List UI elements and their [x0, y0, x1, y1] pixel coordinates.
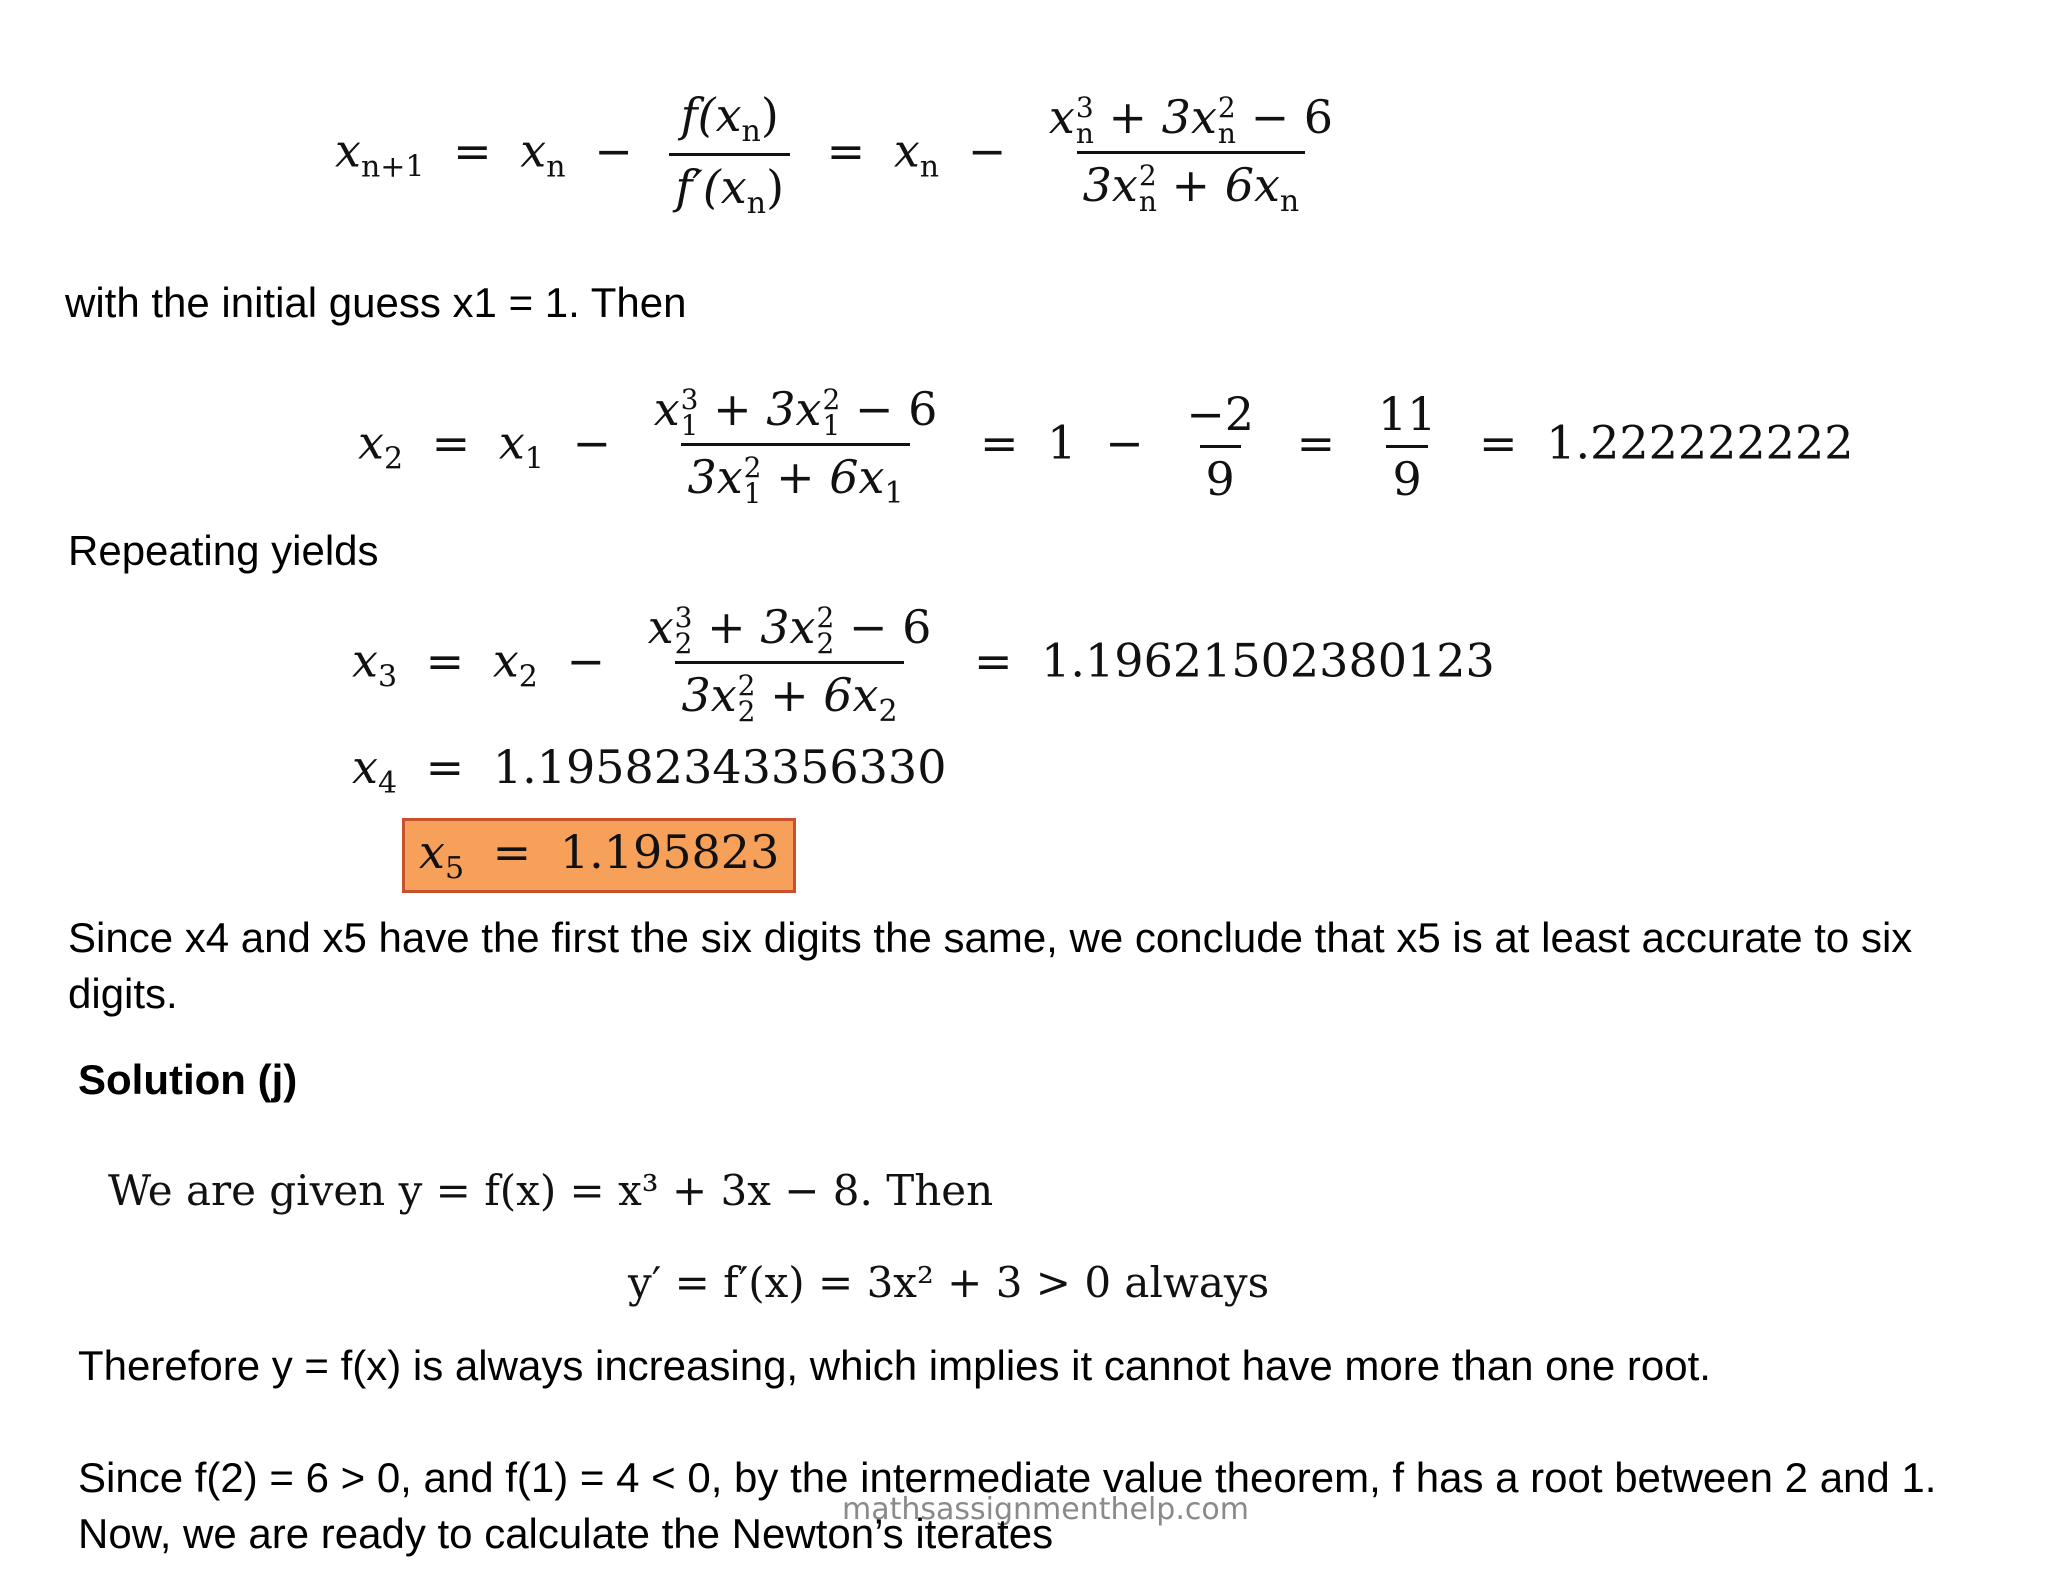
- x2-equation: $x_2 = x_1$ − x 3 1 + 3x 2 1 − 6 3x 2 1 + $6x_1$ = 1 − $\frac{-2}{9}$ = $\frac{11}{9}$ = 1.222222222: [358, 382, 1854, 511]
- ivt-line-2: Now, we are ready to calculate the Newton’s iterates: [78, 1510, 1054, 1557]
- derivative-line: y′ = f′(x) = 3x² + 3 > 0 always: [628, 1258, 1270, 1307]
- since-line-2: digits.: [68, 970, 178, 1017]
- x4-equation: $x_4 = 1.19582343356330$: [352, 740, 947, 801]
- x3-value: 1.19621502380123: [1041, 633, 1495, 688]
- since-line-1: Since x4 and x5 have the first the six digits the same, we conclude that x5 is at least accurate to six: [68, 914, 1913, 961]
- poly-denominator: 3x 2 n + $6x_n$: [1077, 151, 1306, 219]
- x3-fraction: x 3 2 + 3x 2 2 − 6 3x 2 2 + $6x_2$: [647, 600, 932, 729]
- sub-n: n: [919, 149, 940, 185]
- x5-highlight-box: $x_5 = 1.195823$: [402, 818, 796, 893]
- repeating-text: Repeating yields: [68, 527, 379, 574]
- sub-n: n: [546, 149, 566, 185]
- watermark: mathsassignmenthelp.com: [842, 1492, 1249, 1527]
- poly-fraction: [1043, 90, 1339, 219]
- solution-heading: Solution (j): [78, 1056, 298, 1103]
- minus-sign: −: [967, 123, 1007, 178]
- x3-equation: $x_3 = x_2$ − x 3 2 + 3x 2 2 − 6 3x 2 2 + $6x_2$ = 1.19621502380123: [352, 600, 1495, 729]
- x-var: x: [520, 123, 547, 178]
- f-ratio-fraction: [669, 88, 790, 221]
- minus-sign: −: [594, 123, 633, 178]
- poly-numerator: x 3 n + 3x 2 n − 6: [1048, 90, 1333, 150]
- newton-formula: [335, 88, 1347, 221]
- ivt-line-1: Since f(2) = 6 > 0, and f(1) = 4 < 0, by the intermediate value theorem, f has a root between 2 and 1.: [78, 1454, 1937, 1501]
- given-line: We are given y = f(x) = x³ + 3x − 8. Then: [108, 1166, 994, 1215]
- x5-value: 1.195823: [559, 825, 780, 879]
- f-denominator: $f'(x_n)$: [669, 153, 790, 221]
- eleven-ninths: $\frac{11}{9}$: [1377, 387, 1437, 506]
- newton-lhs: x: [335, 123, 361, 178]
- x-var: x: [893, 123, 920, 178]
- equals-sign: =: [826, 123, 866, 178]
- x2-value: 1.222222222: [1546, 415, 1854, 470]
- initial-guess-text: with the initial guess x1 = 1. Then: [65, 279, 687, 326]
- therefore-text: Therefore y = f(x) is always increasing, which implies it cannot have more than one root.: [78, 1342, 1711, 1389]
- x4-value: 1.19582343356330: [492, 740, 947, 794]
- f-numerator: $f(x_n)$: [680, 88, 779, 149]
- equals-sign: =: [453, 123, 492, 178]
- x2-fraction: x 3 1 + 3x 2 1 − 6 3x 2 1 + $6x_1$: [653, 382, 938, 511]
- neg-two-ninths: $\frac{-2}{9}$: [1186, 387, 1255, 506]
- newton-lhs-sub: n+1: [360, 149, 425, 185]
